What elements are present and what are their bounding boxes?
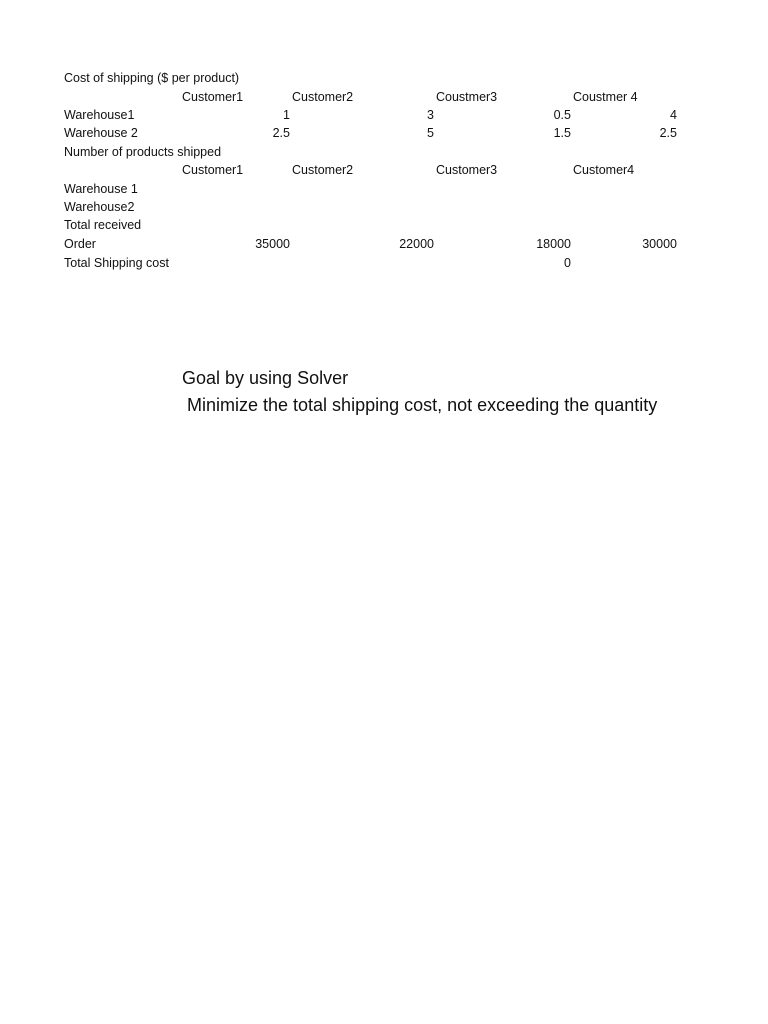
shipped-header-customer2: Customer2 <box>292 163 354 177</box>
goal-heading: Goal by using Solver <box>182 368 349 388</box>
cost-cell-w1-c1: 1 <box>283 108 290 122</box>
order-cell-c2: 22000 <box>399 237 434 251</box>
cost-row-label-warehouse1: Warehouse1 <box>64 108 135 122</box>
shipped-row-label-warehouse2: Warehouse2 <box>64 200 135 214</box>
goal-description: Minimize the total shipping cost, not exceeding the quantity <box>182 395 658 415</box>
cost-table-title: Cost of shipping ($ per product) <box>64 71 240 85</box>
order-row-label: Order <box>64 237 96 251</box>
order-cell-c3: 18000 <box>536 237 571 251</box>
shipped-header-customer4: Customer4 <box>573 163 635 177</box>
cost-header-customer4: Coustmer 4 <box>573 90 638 104</box>
cost-cell-w2-c3: 1.5 <box>553 126 571 140</box>
cost-header-customer3: Coustmer3 <box>436 90 498 104</box>
cost-row-label-warehouse2: Warehouse 2 <box>64 126 138 140</box>
cost-cell-w2-c4: 2.5 <box>659 126 677 140</box>
order-cell-c1: 35000 <box>255 237 290 251</box>
shipped-table-title: Number of products shipped <box>64 145 222 159</box>
shipped-header-customer3: Customer3 <box>436 163 498 177</box>
cost-header-customer2: Customer2 <box>292 90 354 104</box>
shipped-row-label-warehouse1: Warehouse 1 <box>64 182 138 196</box>
cost-cell-w1-c2: 3 <box>427 108 434 122</box>
cost-cell-w2-c1: 2.5 <box>272 126 290 140</box>
total-shipping-cost-value: 0 <box>564 256 571 270</box>
shipped-header-customer1: Customer1 <box>182 163 244 177</box>
cost-cell-w1-c4: 4 <box>670 108 677 122</box>
cost-header-customer1: Customer1 <box>182 90 244 104</box>
total-shipping-cost-label: Total Shipping cost <box>64 256 169 270</box>
cost-cell-w1-c3: 0.5 <box>553 108 571 122</box>
cost-cell-w2-c2: 5 <box>427 126 434 140</box>
order-cell-c4: 30000 <box>642 237 677 251</box>
total-received-label: Total received <box>64 218 142 232</box>
